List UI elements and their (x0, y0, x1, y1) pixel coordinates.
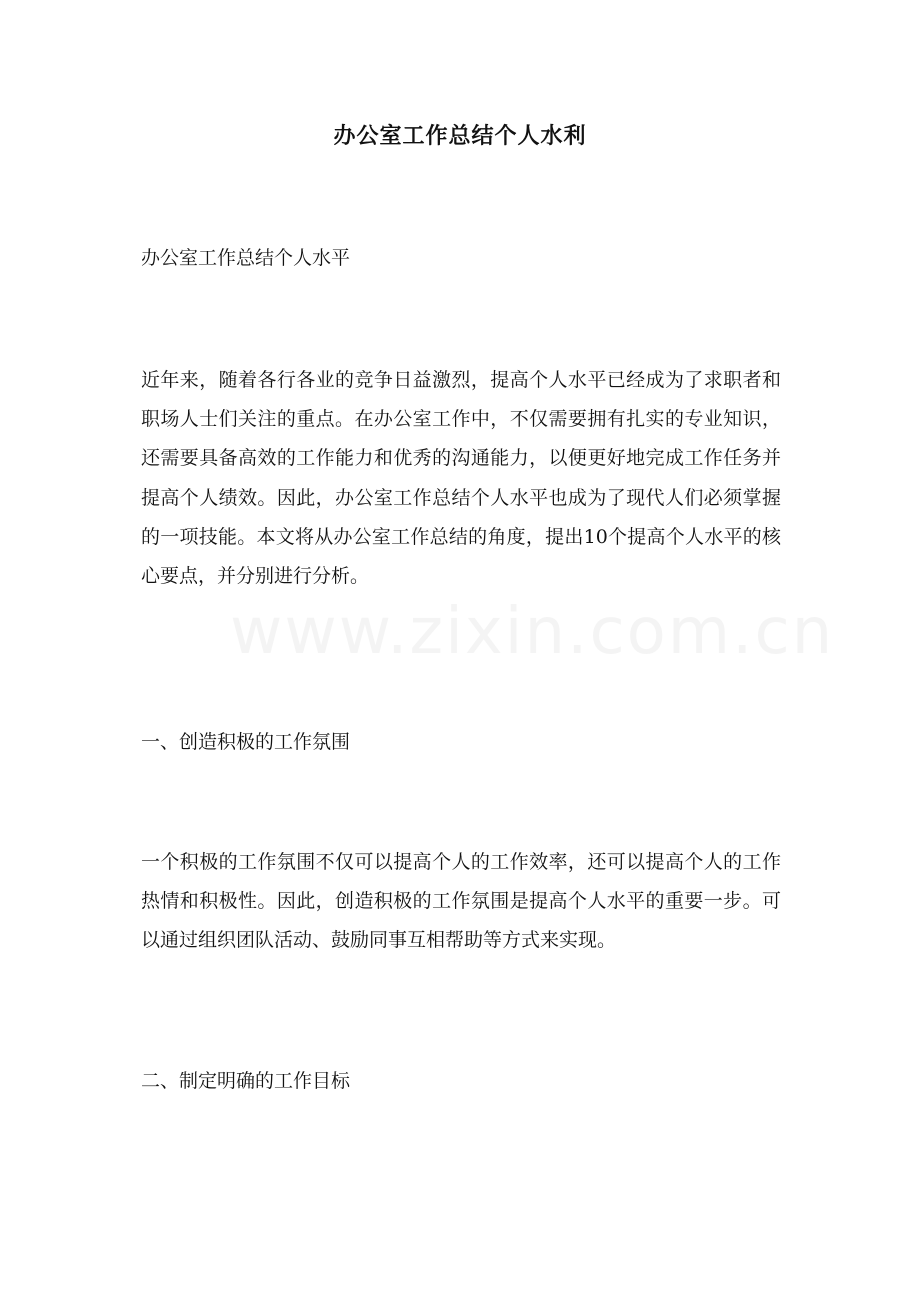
intro-paragraph: 近年来，随着各行各业的竞争日益激烈，提高个人水平已经成为了求职者和职场人士们关注的重点。在办公室工作中，不仅需要拥有扎实的专业知识，还需要具备高效的工作能力和优秀的沟通能力，以便更好地完成工作任务并提高个人绩效。因此，办公室工作总结个人水平也成为了现代人们必须掌握的一项技能。本文将从办公室工作总结的角度，提出10个提高个人水平的核心要点，并分别进行分析。 (141, 369, 781, 588)
section-heading-2: 二、制定明确的工作目标 (141, 1070, 351, 1092)
document-title: 办公室工作总结个人水利 (333, 123, 587, 149)
section-paragraph-1: 一个积极的工作氛围不仅可以提高个人的工作效率，还可以提高个人的工作热情和积极性。因此，创造积极的工作氛围是提高个人水平的重要一步。可以通过组织团队活动、鼓励同事互相帮助等方式来实现。 (141, 851, 781, 952)
section-heading-1: 一、创造积极的工作氛围 (141, 731, 351, 753)
document-subtitle: 办公室工作总结个人水平 (141, 247, 351, 269)
watermark: www.zixin.com.cn (230, 595, 835, 669)
